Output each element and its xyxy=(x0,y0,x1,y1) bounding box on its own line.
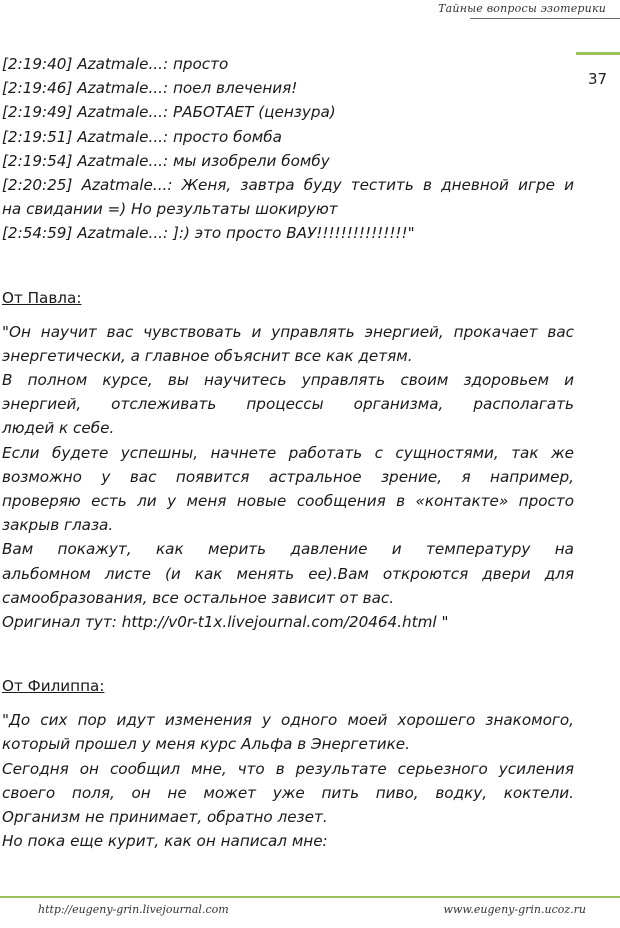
chat-line: [2:19:46] Azatmale...: поел влечения! xyxy=(2,79,298,98)
chat-line: на свидании =) Но результаты шокируют xyxy=(2,200,338,219)
text-line: людей к себе. xyxy=(2,419,115,438)
text-line: возможно у вас появится астральное зрение, я например, xyxy=(2,467,574,486)
page-number-accent xyxy=(576,52,620,55)
header-title: Тайные вопросы эзотерики xyxy=(438,2,606,15)
text-line: своего поля, он не может уже пить пиво, водку, коктели. xyxy=(2,783,574,802)
chat-line: [2:19:51] Azatmale...: просто бомба xyxy=(2,127,282,146)
text-line: Организм не принимает, обратно лезет. xyxy=(2,808,328,827)
section-heading-philipp: От Филиппа: xyxy=(2,677,105,696)
footer-site-link[interactable]: www.eugeny-grin.ucoz.ru xyxy=(443,903,586,916)
text-line: проверяю есть ли у меня новые сообщения в «контакте» просто xyxy=(2,492,574,511)
text-line: самообразования, все остальное зависит от вас. xyxy=(2,588,395,607)
text-line: который прошел у меня курс Альфа в Энергетике. xyxy=(2,735,410,754)
header-rule xyxy=(470,18,620,19)
page-content xyxy=(2,52,574,853)
text-line: Но пока еще курит, как он написал мне: xyxy=(2,832,328,851)
chat-line: [2:54:59] Azatmale...: ]:) это просто ВАУ!!!!!!!!!!!!!!!" xyxy=(2,224,415,243)
text-line: Оригинал тут: http://v0r-t1x.livejournal.com/20464.html " xyxy=(2,613,449,632)
footer-rule xyxy=(0,896,620,898)
text-line: альбомном листе (и как менять ее).Вам откроются двери для xyxy=(2,564,574,583)
text-line: В полном курсе, вы научитесь управлять своим здоровьем и xyxy=(2,371,574,390)
section-body-philipp xyxy=(2,708,574,853)
chat-line: [2:19:49] Azatmale...: РАБОТАЕТ (цензура) xyxy=(2,103,336,122)
footer-livejournal-link[interactable]: http://eugeny-grin.livejournal.com xyxy=(38,903,229,916)
chat-line: [2:19:40] Azatmale...: просто xyxy=(2,55,229,73)
text-line: Если будете успешны, начнете работать с сущностями, так же xyxy=(2,443,574,462)
text-line: закрыв глаза. xyxy=(2,516,114,535)
section-heading-pavel: От Павла: xyxy=(2,288,82,307)
text-line: энергетически, а главное объяснит все как детям. xyxy=(2,346,413,365)
page-number: 37 xyxy=(588,70,608,88)
text-line: Вам покажут, как мерить давление и температуру на xyxy=(2,540,574,559)
section-body-pavel xyxy=(2,320,574,635)
chat-log xyxy=(2,52,574,246)
text-line: "До сих пор идут изменения у одного моей хорошего знакомого, xyxy=(2,711,574,730)
text-line: Сегодня он сообщил мне, что в результате серьезного усиления xyxy=(2,759,574,778)
text-line: энергией, отслеживать процессы организма, располагать xyxy=(2,395,574,414)
chat-line: [2:20:25] Azatmale...: Женя, завтра буду тестить в дневной игре и xyxy=(2,176,574,195)
chat-line: [2:19:54] Azatmale...: мы изобрели бомбу xyxy=(2,151,330,170)
text-line: "Он научит вас чувствовать и управлять энергией, прокачает вас xyxy=(2,322,574,341)
